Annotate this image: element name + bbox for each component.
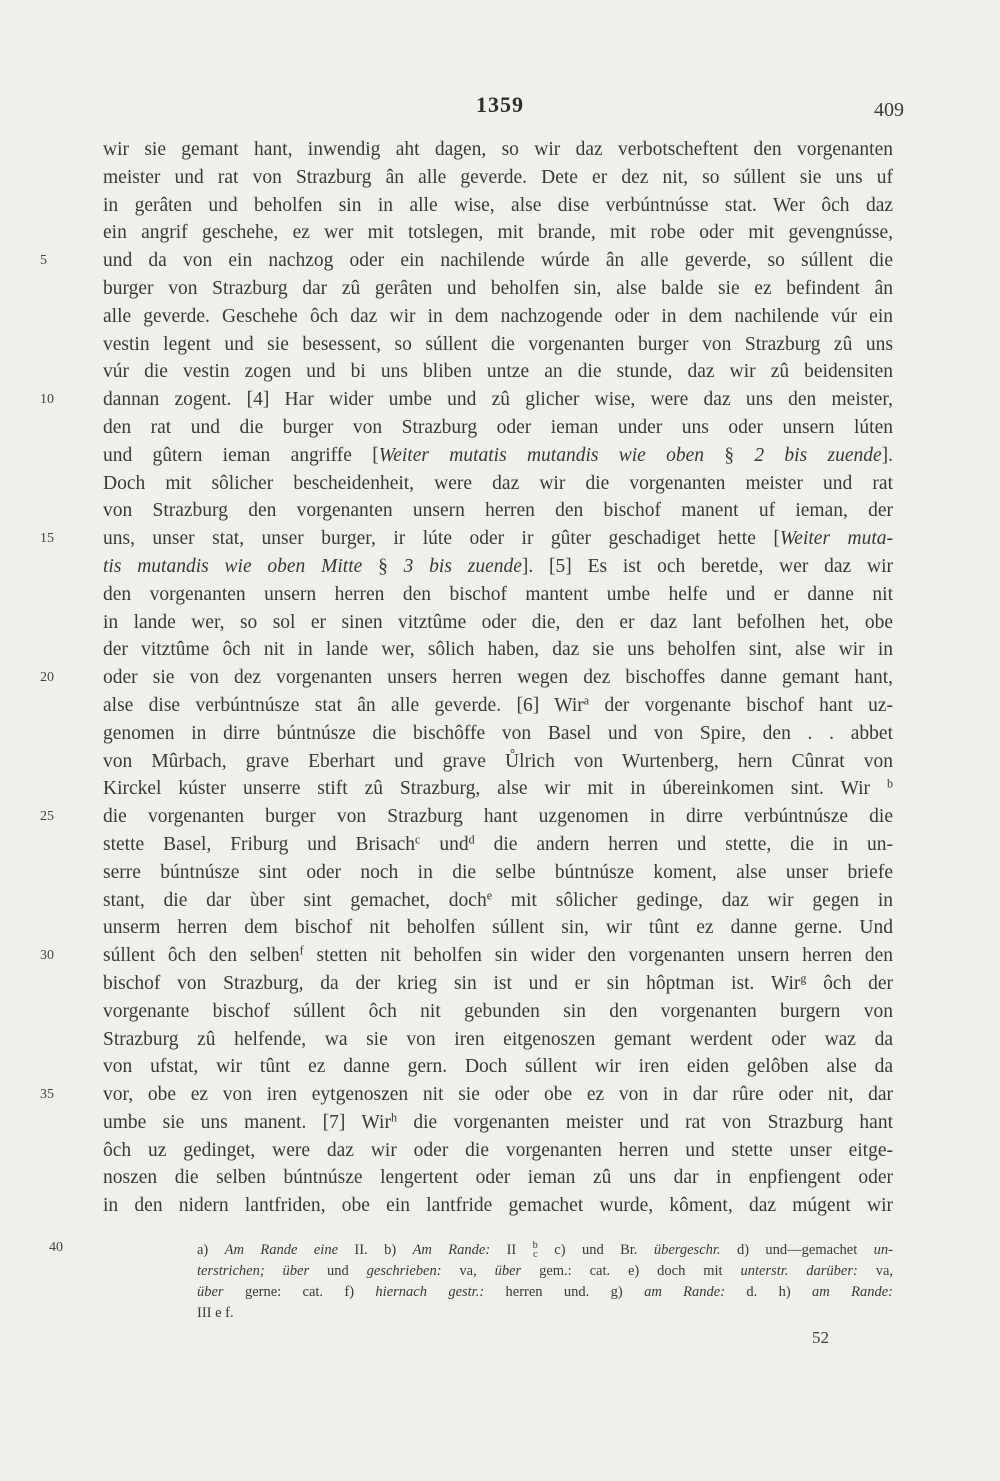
sheet-signature: 52	[812, 1328, 829, 1347]
footnote-line	[197, 1240, 893, 1261]
italic-text: terstrichen; über	[197, 1263, 310, 1279]
text-run: den vorgenanten unsern herren den bischof mantent umbe helfe und er danne nit	[103, 583, 893, 605]
italic-text: tis mutandis wie oben Mitte	[103, 555, 363, 577]
text-run: stetten nit beholfen sin wider den vorgenanten unsern herren den	[303, 945, 894, 967]
italic-text: über	[197, 1284, 224, 1300]
text-run: stant, die dar ùber sint gemachet, doch	[103, 889, 487, 911]
text-line	[103, 748, 893, 776]
text-run: II. b)	[338, 1242, 413, 1258]
text-run: in den nidern lantfriden, obe ein lantfride gemachet wurde, kôment, daz múgent wir	[103, 1195, 893, 1217]
footnote-marker: b	[886, 776, 893, 791]
page-number: 409	[874, 99, 904, 121]
text-line	[103, 1164, 893, 1192]
document-body	[40, 136, 894, 1220]
text-run: Kirckel kúster unserre stift zû Strazburg, alse wir mit in úbereinkomen sint. Wir	[103, 778, 887, 800]
italic-text: 2 bis zuende	[754, 444, 882, 466]
text-line	[103, 1026, 893, 1054]
stacked-marker-part: b	[532, 1239, 538, 1251]
text-line	[40, 525, 893, 553]
text-run: und da von ein nachzog oder ein nachilende wúrde ân alle geverde, so súllent die	[103, 250, 893, 272]
text-run: wir sie gemant hant, inwendig aht dagen, so wir daz verbotscheftent den vorgenanten	[103, 139, 893, 160]
italic-text: über	[494, 1263, 522, 1279]
text-line	[103, 970, 893, 998]
text-line	[103, 1053, 893, 1081]
text-run: uns, unser stat, unser burger, ir lúte oder ir gûter geschadiget hette [	[103, 528, 780, 550]
italic-text: am Rande:	[812, 1284, 893, 1300]
stacked-marker-part: c	[532, 1248, 538, 1260]
text-run: ].	[881, 444, 894, 466]
text-run: II	[490, 1242, 533, 1258]
line-number: 35	[40, 1087, 54, 1103]
footnote-marker: h	[390, 1110, 397, 1125]
text-run: von Mûrbach, grave Eberhart und grave Ůlrich von Wurtenberg, hern Cûnrat von	[103, 750, 893, 772]
text-run: herren und. g)	[484, 1284, 645, 1300]
text-line	[103, 442, 893, 470]
line-number: 30	[40, 948, 54, 964]
text-line	[103, 1109, 893, 1137]
footnote-marker: d	[468, 832, 475, 847]
text-run: ôch der	[806, 972, 893, 994]
text-run: d. h)	[725, 1284, 813, 1300]
text-run: va,	[441, 1263, 495, 1279]
italic-text: hiernach gestr.:	[375, 1284, 485, 1300]
text-run: bischof von Strazburg, da der krieg sin ist und er sin hôptman ist. Wir	[103, 972, 801, 994]
text-line	[103, 831, 893, 859]
text-line	[103, 636, 893, 664]
text-run: und	[420, 833, 469, 855]
text-line	[103, 859, 893, 887]
footnote-marker: e	[486, 887, 493, 902]
text-run: stette Basel, Friburg und Brisach	[103, 833, 416, 855]
text-line	[40, 942, 894, 970]
text-line	[103, 219, 893, 247]
text-run: unserm herren dem bischof nit beholfen súllent sin, wir tûnt ez danne gerne. Und	[103, 917, 893, 939]
text-run: in gerâten und beholfen sin in alle wise, alse dise verbúntnússe stat. Wer ôch daz	[103, 194, 893, 216]
text-line	[103, 275, 893, 303]
text-run: c) und Br.	[537, 1242, 654, 1258]
text-line	[40, 1081, 893, 1109]
italic-text: übergeschr.	[653, 1242, 721, 1258]
italic-text: un-	[873, 1242, 893, 1258]
italic-text: geschrieben:	[366, 1263, 442, 1279]
text-line	[103, 1137, 893, 1165]
text-line	[103, 303, 893, 331]
text-run: die vorgenanten burger von Strazburg hant uzgenomen in dirre verbúntnúsze die	[103, 806, 893, 828]
text-run: oder sie von dez vorgenanten unsers herren wegen dez bischoffes danne gemant hant,	[103, 667, 893, 689]
line-number: 10	[40, 392, 54, 408]
text-run: der vitztûme ôch nit in lande wer, sôlich haben, daz sie uns beholfen sint, alse wir in	[103, 639, 893, 661]
italic-text: Weiter mutatis mutandis wie oben	[378, 444, 705, 466]
text-run: va,	[857, 1263, 894, 1279]
footnote-marker: f	[299, 943, 304, 958]
italic-text: Am Rande:	[412, 1242, 491, 1258]
text-run: und gûtern ieman angriffe [	[103, 444, 379, 466]
text-line	[103, 331, 893, 359]
text-line	[40, 803, 893, 831]
text-run: und	[309, 1263, 367, 1279]
text-line	[103, 692, 893, 720]
text-line	[103, 887, 893, 915]
text-run: Strazburg zû helfende, wa sie von iren eitgenoszen gemant werdent oder waz da	[103, 1028, 893, 1050]
text-run: vor, obe ez von iren eytgenoszen nit sie oder obe ez von in dar rûre oder nit, dar	[103, 1084, 893, 1106]
text-run: gerne: cat. f)	[223, 1284, 376, 1300]
text-run: dannan zogent. [4] Har wider umbe und zû glicher wise, were daz uns den meister,	[103, 389, 893, 411]
text-run: genomen in dirre búntnúsze die bischôffe von Basel und von Spire, den . . abbet	[103, 722, 893, 744]
text-line	[103, 914, 893, 942]
line-number: 20	[40, 670, 54, 686]
italic-text: am Rande:	[644, 1284, 726, 1300]
text-run: ôch uz gedinget, were daz wir oder die vorgenanten herren und stette unser eitge-	[103, 1139, 893, 1161]
text-run: III e f.	[197, 1305, 234, 1321]
text-line	[40, 664, 893, 692]
text-line	[40, 386, 893, 414]
text-line	[103, 775, 893, 803]
text-line	[103, 609, 893, 637]
text-run: vúr die vestin zogen und bi uns bliben untze an die stunde, daz wir zû beidensiten	[103, 361, 893, 383]
line-number: 25	[40, 809, 54, 825]
italic-text: unterstr. darüber:	[740, 1263, 858, 1279]
text-run: die vorgenanten meister und rat von Strazburg hant	[396, 1111, 893, 1133]
text-run: in lande wer, so sol er sinen vitztûme oder die, den er daz lant befolhen het, obe	[103, 611, 893, 633]
line-number: 5	[40, 253, 47, 269]
italic-text: Am Rande eine	[224, 1242, 338, 1258]
text-run: gem.: cat. e) doch mit	[521, 1263, 741, 1279]
footnote-line	[197, 1282, 893, 1303]
text-line	[103, 470, 893, 498]
text-run: von ufstat, wir tûnt ez danne gern. Doch súllent wir iren eiden gelôben alse da	[103, 1056, 893, 1078]
text-run: §	[362, 555, 404, 577]
text-run: serre búntnúsze sint oder noch in die selbe búntnúsze koment, alse unser briefe	[103, 861, 893, 883]
text-run: umbe sie uns manent. [7] Wir	[103, 1111, 391, 1133]
text-run: noszen die selben búntnúsze lengertent oder ieman zû uns dar in enpfiengent oder	[103, 1167, 893, 1189]
text-run: ]. [5] Es ist och beretde, wer daz wir	[521, 555, 894, 577]
text-run: Doch mit sôlicher bescheidenheit, were daz wir die vorgenanten meister und rat	[103, 472, 893, 494]
text-run: a)	[197, 1242, 225, 1258]
footnotes-block	[49, 1239, 894, 1324]
text-line	[103, 1192, 893, 1220]
text-line	[103, 581, 893, 609]
footnote-line	[197, 1261, 893, 1282]
text-line	[103, 720, 893, 748]
text-line	[103, 136, 893, 164]
text-line	[103, 358, 893, 386]
footnote-marker: g	[800, 971, 807, 986]
text-run: burger von Strazburg dar zû gerâten und beholfen sin, alse balde sie ez befindent ân	[103, 277, 893, 299]
italic-text: 3 bis zuende	[403, 555, 522, 577]
text-run: den rat und die burger von Strazburg oder ieman under uns oder unsern lúten	[103, 416, 893, 438]
text-line	[103, 192, 893, 220]
footnote-line	[197, 1303, 893, 1324]
footnote-marker: c	[415, 832, 421, 847]
text-run: alle geverde. Geschehe ôch daz wir in dem nachzogende oder in dem nachilende vúr ein	[103, 305, 893, 327]
text-run: vestin legent und sie besessent, so súllent die vorgenanten burger von Strazburg zû uns	[103, 333, 893, 355]
footnote-marker: a	[583, 693, 590, 708]
text-run: §	[704, 444, 755, 466]
line-number: 15	[40, 531, 54, 547]
text-run: die andern herren und stette, die in un-	[474, 833, 893, 855]
text-run: vorgenante bischof súllent ôch nit gebunden sin den vorgenanten burgern von	[103, 1000, 893, 1022]
line-number: 40	[49, 1240, 63, 1255]
text-run: der vorgenante bischof hant uz-	[589, 694, 893, 716]
text-run: meister und rat von Strazburg ân alle geverde. Dete er dez nit, so súllent sie uns uf	[103, 166, 893, 188]
text-line	[103, 414, 893, 442]
text-line	[103, 164, 893, 192]
text-run: d) und—gemachet	[720, 1242, 874, 1258]
italic-text: Weiter muta-	[779, 528, 893, 550]
text-run: alse dise verbúntnúsze stat ân alle geverde. [6] Wir	[103, 694, 584, 716]
text-line	[40, 247, 893, 275]
text-line	[103, 998, 893, 1026]
text-line	[103, 553, 893, 581]
text-run: ein angrif geschehe, ez wer mit totslegen, mit brande, mit robe oder mit gevengnússe,	[103, 222, 893, 244]
text-line	[103, 497, 893, 525]
text-run: mit sôlicher gedinge, daz wir gegen in	[492, 889, 893, 911]
text-run: súllent ôch den selben	[103, 945, 300, 967]
document-year-heading: 1359	[476, 92, 524, 117]
text-run: von Strazburg den vorgenanten unsern herren den bischof manent uf ieman, der	[103, 500, 893, 522]
